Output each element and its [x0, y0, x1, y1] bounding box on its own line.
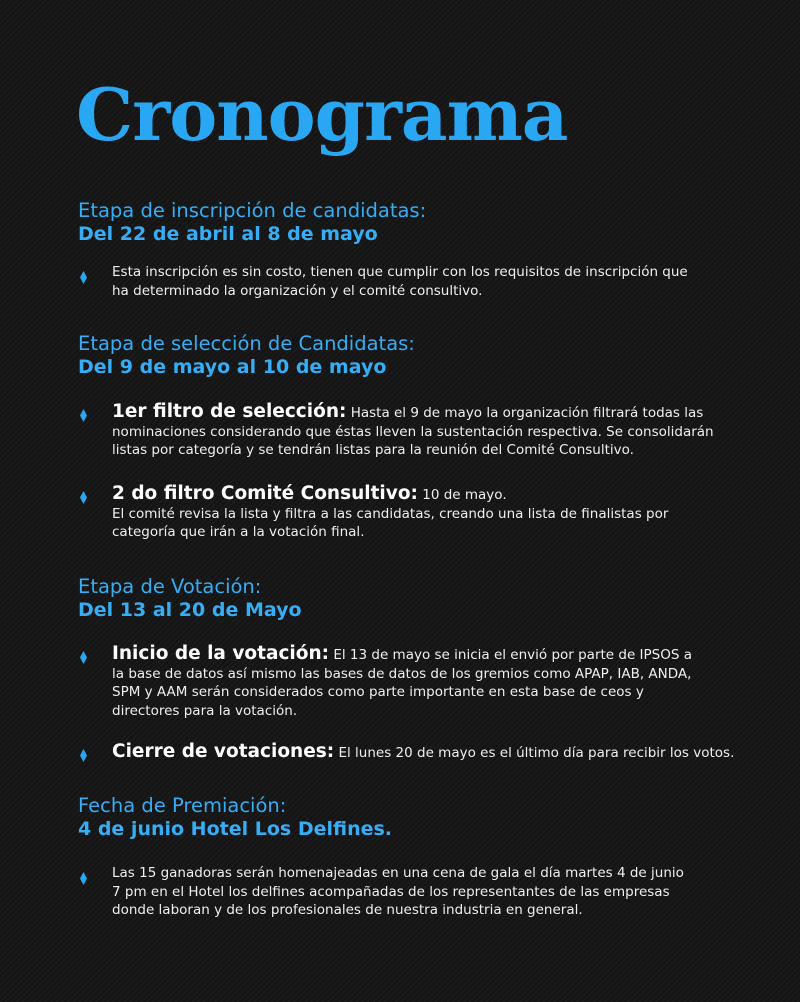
item-lead: 1er filtro de selección:	[112, 401, 347, 422]
list-item	[78, 403, 738, 460]
item-text: Esta inscripción es sin costo, tienen que cumplir con los requisitos de inscripción que ha determinado la organización y el comité consultivo.	[112, 264, 688, 299]
stage-dates: Del 9 de mayo al 10 de mayo	[78, 356, 387, 378]
diamond-bullet-icon	[80, 491, 87, 504]
diamond-bullet-icon	[80, 651, 87, 664]
stage-title: Etapa de inscripción de candidatas:	[78, 199, 427, 222]
item-lead: Cierre de votaciones:	[112, 741, 335, 762]
diamond-bullet-icon	[80, 271, 87, 284]
page-title: Cronograma	[76, 72, 568, 157]
stage-title: Fecha de Premiación:	[78, 794, 287, 817]
stage-title: Etapa de Votación:	[78, 575, 262, 598]
item-lead: 2 do filtro Comité Consultivo:	[112, 483, 418, 504]
section-premiacion	[78, 795, 738, 841]
list-item	[78, 743, 738, 763]
item-text: El lunes 20 de mayo es el último día para recibir los votos.	[338, 745, 735, 761]
item-text: Hasta el 9 de mayo la organización filtrará todas las nominaciones considerando que éstas lleven la sustentación respectiva. Se consolidarán listas por categoría y se tendrán listas para la reunión del Comité Consultivo.	[112, 405, 714, 458]
stage-title: Etapa de selección de Candidatas:	[78, 332, 415, 355]
item-text: El 13 de mayo se inicia el envió por parte de IPSOS a la base de datos así mismo las bases de datos de los gremios como APAP, IAB, ANDA, SPM y AAM serán considerados como parte importante en esta base de ceos y directores para la votación.	[112, 647, 693, 719]
stage-dates: Del 22 de abril al 8 de mayo	[78, 223, 378, 245]
section-seleccion	[78, 333, 738, 379]
list-item	[78, 645, 738, 720]
item-text: Las 15 ganadoras serán homenajeadas en una cena de gala el día martes 4 de junio 7 pm en el Hotel los delfines acompañadas de los representantes de las empresas donde laboran y de los profesionales de nuestra industria en general.	[112, 865, 684, 918]
item-text: 10 de mayo.	[422, 487, 507, 503]
diamond-bullet-icon	[80, 409, 87, 422]
diamond-bullet-icon	[80, 749, 87, 762]
section-votacion	[78, 576, 738, 622]
section-inscripcion	[78, 200, 738, 246]
stage-dates: 4 de junio Hotel Los Delfines.	[78, 818, 393, 840]
list-item	[78, 263, 738, 300]
stage-dates: Del 13 al 20 de Mayo	[78, 599, 302, 621]
diamond-bullet-icon	[80, 872, 87, 885]
list-item	[78, 485, 738, 542]
item-lead: Inicio de la votación:	[112, 643, 330, 664]
list-item	[78, 864, 738, 920]
item-text-continued: El comité revisa la lista y filtra a las candidatas, creando una lista de finalistas por categoría que irán a la votación final.	[112, 505, 669, 540]
